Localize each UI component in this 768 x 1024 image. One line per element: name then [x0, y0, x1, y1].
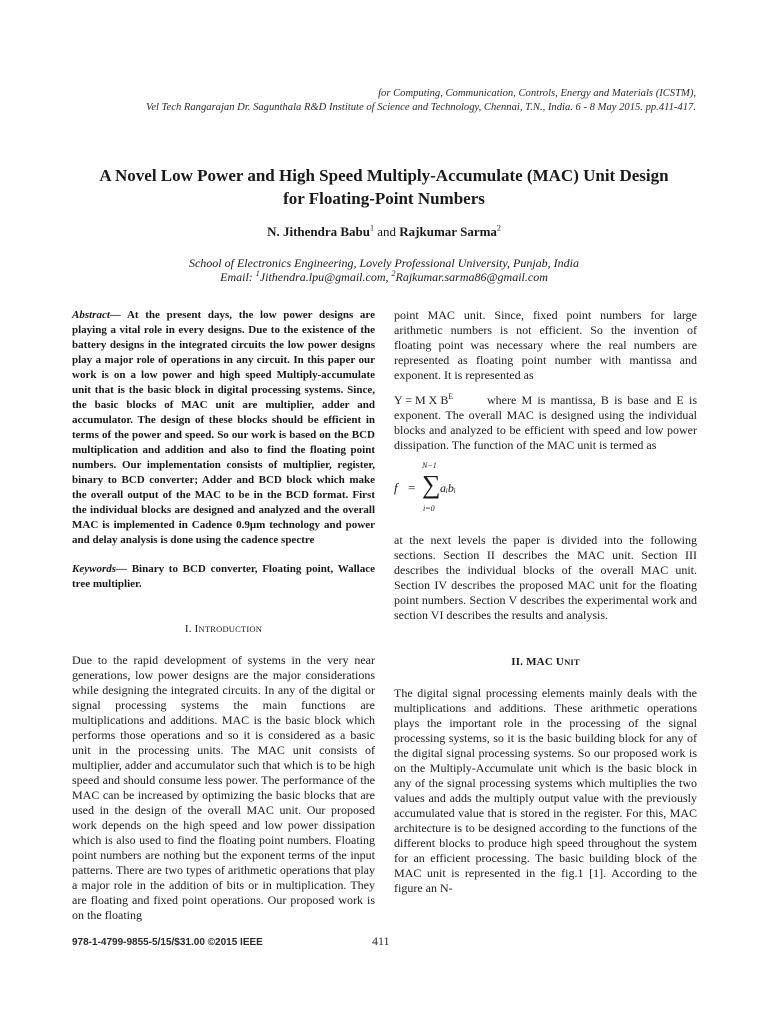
- section-title-initial: I: [194, 623, 199, 635]
- author-affiliation-mark: 2: [496, 223, 501, 233]
- keywords-label: Keywords—: [72, 563, 127, 575]
- paper-title-line1: A Novel Low Power and High Speed Multiply-Accumulate (MAC) Unit Design: [99, 166, 669, 185]
- email-address: Jithendra.lpu@gmail.com,: [259, 270, 392, 284]
- sum-upper-limit: N−1: [422, 461, 437, 470]
- paper-title-line2: for Floating-Point Numbers: [283, 189, 485, 208]
- conference-header-line1: for Computing, Communication, Controls, Energy and Materials (ICSTM),: [378, 88, 696, 99]
- section-number: II.: [511, 656, 527, 668]
- body-paragraph: where M is mantissa, B is base and E is exponent. The overall MAC is designed using the individual blocks and analyzed to be efficient with speed and low power dissipation. The function of the MAC unit is termed as: [394, 393, 697, 452]
- keywords: [72, 562, 375, 592]
- copyright-footer: 978-1-4799-9855-5/15/$31.00 ©2015 IEEE: [72, 937, 263, 948]
- equation-equals: =: [408, 480, 416, 495]
- abstract-text: At the present days, the low power designs are playing a vital role in every designs. Due to the existence of the battery designs in the integrated circuits the low power designs play a major role of operations in any circuit. In this paper our work is on a low power and high speed Multiply-accumulate unit that is the basic block in digital processing systems. Since, the basic blocks of MAC unit are multiplier, adder and accumulator. The design of these blocks should be efficient in terms of the power and speed. So our work is based on the BCD multiplication and addition and also to find the floating point numbers. Our implementation consists of multiplier, register, binary to BCD converter; Adder and BCD block which make the overall output of the MAC to be in the BCD format. First the individual blocks are designed and analyzed and the overall MAC is implemented in Cadence 0.9μm technology and power and delay analysis is done using the cadence spectre: [72, 309, 375, 546]
- left-column: [72, 308, 375, 923]
- section-title-initial: MAC U: [526, 656, 565, 668]
- introduction-paragraph: Due to the rapid development of systems in the very near generations, low power designs are the major considerations while designing the integrated circuits. In any of the digital or signal processing systems the main functions are multiplications and additions. MAC is the basic block which performs those operations and so it is considered as a basic unit in the processing units. The MAC unit consists of multiplier, adder and accumulator such that which is to be high speed and should consume less power. The performance of the MAC can be increased by optimizing the basic blocks that are used in the design of the overall MAC unit. Our proposed work depends on the high speed and low power dissipation which is also used to find the floating point numbers. Floating point numbers are nothing but the exponent terms of the input patterns. There are two types of arithmetic operations that play a major role in the addition of bits or in multiplication. They are floating and fixed point operations. Our proposed work is on the floating: [72, 653, 375, 922]
- summation-icon: ∑: [422, 470, 441, 499]
- email-address: Rajkumar.sarma86@gmail.com: [395, 270, 548, 284]
- section-heading-mac-unit: [394, 655, 697, 670]
- section-number: I.: [184, 623, 195, 635]
- equation-mac-sum: [394, 457, 697, 523]
- affiliation: School of Electronics Engineering, Lovely Professional University, Punjab, India: [188, 256, 580, 270]
- equation-floating-point: [394, 393, 697, 453]
- equation-lhs: Y = M X B: [394, 393, 449, 407]
- email-mark: 2: [391, 269, 396, 278]
- body-paragraph: point MAC unit. Since, fixed point numbers for large arithmetic numbers is not efficient. So the invention of floating point was necessary where the real numbers are represented as floating point number with mantissa and exponent. It is represented as: [394, 308, 697, 382]
- abstract: [72, 308, 375, 548]
- email-line: [60, 270, 708, 285]
- author-connector: and: [377, 224, 397, 239]
- right-column: [394, 308, 697, 896]
- author-name: Rajkumar Sarma: [399, 224, 497, 239]
- email-label: Email:: [220, 270, 256, 284]
- sum-term: aᵢbᵢ: [440, 481, 456, 495]
- equation-exponent: E: [448, 392, 454, 401]
- author-list: [60, 224, 708, 240]
- body-paragraph: at the next levels the paper is divided into the following sections. Section II describes the MAC unit. Section III describes the individual blocks of the overall MAC unit. Section IV describes the proposed MAC unit for the floating point numbers. Section V describes the experimental work and section VI describes the results and analysis.: [394, 533, 697, 622]
- author-affiliation-mark: 1: [370, 223, 375, 233]
- author-name: N. Jithendra Babu: [267, 224, 371, 239]
- page-number: 411: [372, 934, 390, 948]
- section-title-rest: NIT: [564, 657, 580, 667]
- sum-lower-limit: i=0: [423, 504, 435, 513]
- body-paragraph: The digital signal processing elements mainly deals with the multiplications and additions. These arithmetic operations plays the important role in the processing of the signal processing systems, so it is the basic building block for any of the digital signal processing systems. So our proposed work is on the Multiply-Accumulate unit which is the basic block in any of the signal processing systems which multiplies the two values and adds the multiply output value with the previously accumulated value that is stored in the register. For this, MAC architecture is to be designed according to the functions of the different blocks to produce high speed throughout the system for an efficient processing. The basic building block of the MAC unit is represented in the fig.1 [1]. According to the figure an N-: [394, 686, 697, 895]
- keywords-text: Binary to BCD converter, Floating point, Wallace tree multiplier.: [72, 563, 375, 590]
- equation-symbol: f: [394, 480, 398, 495]
- conference-header-line2: Vel Tech Rangarajan Dr. Sagunthala R&D Institute of Science and Technology, Chennai, T.N., India. 6 - 8 May 2015. pp.411-417.: [146, 102, 696, 113]
- email-mark: 1: [255, 269, 260, 278]
- section-heading-introduction: [72, 622, 375, 637]
- abstract-label: Abstract—: [72, 309, 121, 321]
- section-title-rest: NTRODUCTION: [198, 624, 263, 634]
